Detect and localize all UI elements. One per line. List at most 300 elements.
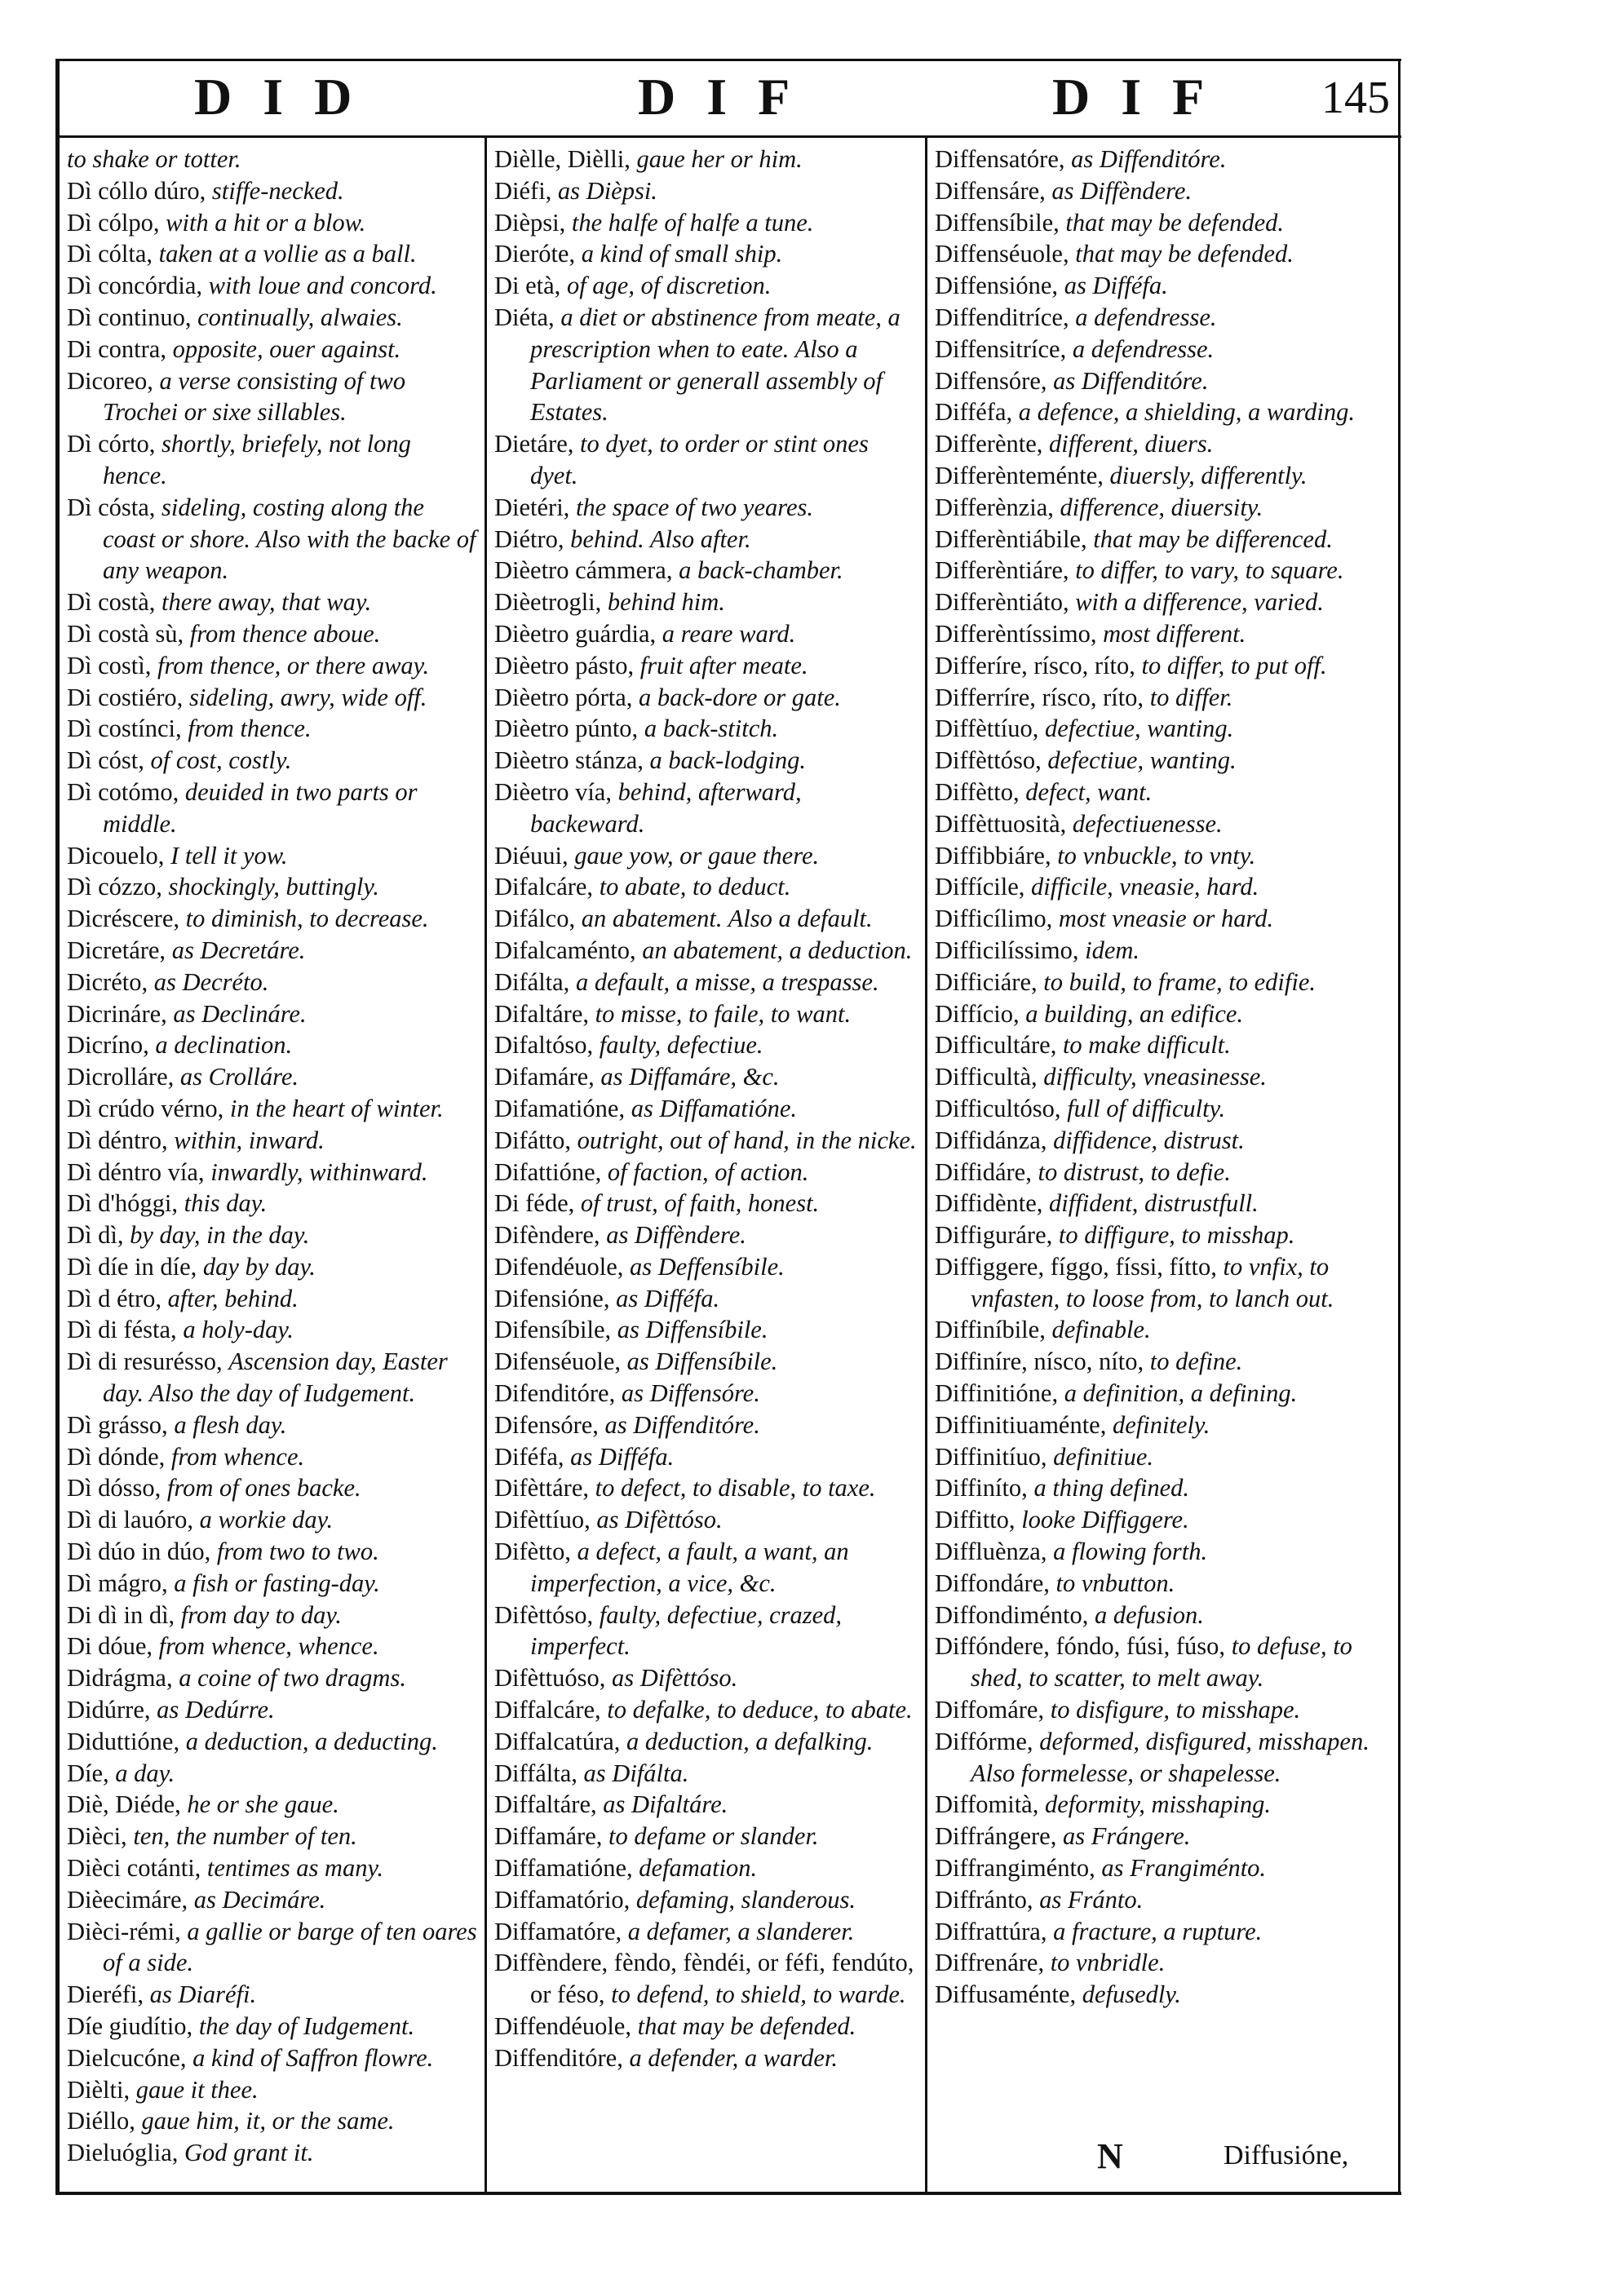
dictionary-entry [67,967,480,998]
dictionary-entry [67,1852,480,1884]
entry-headword: Didúrre, [67,1696,151,1724]
entry-definition: a thing defined. [1033,1474,1190,1502]
dictionary-entry [494,1029,918,1061]
entry-definition: as Difféfa. [1064,272,1168,300]
entry-definition: as Difálta. [583,1759,689,1787]
entry-definition: God grant it. [184,2139,314,2167]
entry-headword: Diffránto, [935,1885,1033,1914]
entry-headword: Dièecimáre, [67,1885,188,1914]
entry-definition: as Diffenditóre. [604,1410,760,1439]
entry-definition: to make difficult. [1062,1031,1231,1060]
entry-headword: Difalcaménto, [494,936,636,964]
dictionary-entry [67,207,480,239]
entry-headword: Diffidáre, [935,1157,1032,1186]
dictionary-entry [494,1219,918,1251]
dictionary-entry [67,1157,480,1188]
entry-definition: a fracture, a rupture. [1053,1917,1263,1945]
entry-definition: to diffigure, to misshap. [1058,1221,1295,1250]
dictionary-entry [935,745,1388,777]
dictionary-entry [494,1916,918,1948]
entry-headword: Dièci-rémi, [67,1917,181,1945]
entry-headword: Differèntiáto, [935,588,1069,617]
entry-definition: of trust, of faith, honest. [580,1189,820,1218]
entry-headword: Difátto, [494,1126,572,1154]
dictionary-entry [494,1188,918,1219]
entry-definition: taken at a vollie as a ball. [158,240,417,268]
dictionary-entry [935,428,1388,460]
dictionary-entry [67,238,480,270]
entry-definition: ten, the number of ten. [133,1822,357,1851]
dictionary-entry [494,1536,918,1600]
entry-definition: stiffe-necked. [211,176,344,205]
entry-definition: as Deffensíbile. [630,1252,785,1281]
dictionary-entry [935,334,1388,365]
entry-headword: Dì cózzo, [67,873,162,901]
dictionary-entry [67,270,480,302]
entry-definition: from two to two. [216,1538,379,1566]
dictionary-entry [935,1125,1388,1157]
entry-definition: as Diaréfi. [149,1980,257,2009]
entry-headword: Difálta, [494,967,570,996]
dictionary-entry [67,1568,480,1600]
frame-left-rule [55,59,60,2192]
entry-headword: Difamáre, [494,1063,595,1091]
entry-definition: to differ. [1149,683,1233,711]
dictionary-entry [67,1504,480,1536]
dictionary-entry [494,1314,918,1346]
entry-headword: Dì cósta, [67,493,156,521]
dictionary-entry [494,175,918,207]
dictionary-entry [67,2074,480,2106]
entry-headword: Diduttióne, [67,1727,180,1755]
entry-headword: Di dóue, [67,1632,153,1661]
dictionary-entry [67,713,480,745]
entry-headword: Differèntíssimo, [935,619,1097,648]
entry-definition: he or she gaue. [187,1790,339,1819]
dictionary-entry [935,1631,1388,1694]
entry-definition: a defender, a warder. [629,2043,839,2072]
entry-headword: Diffensitríce, [935,334,1067,363]
dictionary-entry [494,777,918,840]
entry-definition: a reare ward. [662,619,796,648]
top-rule [55,59,1401,61]
entry-headword: Dì dúo in dúo, [67,1538,211,1566]
entry-definition: most vneasie or hard. [1058,905,1274,933]
dictionary-entry [935,396,1388,428]
entry-headword: Diéllo, [67,2107,135,2135]
dictionary-entry [67,1916,480,1980]
dictionary-entry [494,144,918,175]
entry-definition: a defamer, a slanderer. [627,1917,855,1945]
entry-definition: to vnbuckle, to vnty. [1057,841,1256,870]
dictionary-entry [67,365,480,429]
entry-definition: a building, an edifice. [1025,999,1244,1028]
entry-definition: gaue him, it, or the same. [141,2107,395,2135]
entry-definition: full of difficulty. [1067,1094,1226,1122]
entry-definition: to define. [1149,1347,1243,1376]
entry-definition: as Difèttóso. [596,1506,723,1534]
entry-headword: Dièci, [67,1822,127,1851]
dictionary-entry [494,998,918,1030]
entry-definition: a workie day. [199,1506,334,1534]
entry-definition: this day. [184,1189,268,1218]
entry-headword: Diffitto, [935,1506,1016,1534]
signature-mark: N [1097,2136,1123,2176]
entry-headword: Dì dónde, [67,1442,166,1471]
dictionary-entry [935,524,1388,555]
dictionary-entry [67,1662,480,1694]
entry-headword: Differènte, [935,430,1043,458]
dictionary-entry [67,903,480,935]
entry-headword: Dì d étro, [67,1284,162,1312]
entry-definition: to defuse, to shed, to scatter, to melt away. [971,1632,1352,1693]
dictionary-entry [935,1188,1388,1219]
entry-headword: Diéuui, [494,841,569,870]
entry-headword: Dicréscere, [67,905,179,933]
entry-definition: defaming, slanderous. [635,1885,856,1914]
entry-headword: Diffrenáre, [935,1949,1045,1977]
entry-headword: Diffinitióne, [935,1379,1059,1408]
entry-headword: Difálco, [494,905,576,933]
dictionary-entry [67,1314,480,1346]
dictionary-entry [494,1504,918,1536]
entry-definition: as Difèttóso. [612,1664,738,1693]
entry-headword: Diffálta, [494,1759,577,1787]
entry-headword: Diffinitiuaménte, [935,1410,1107,1439]
entry-definition: a defence, a shielding, a warding. [1018,398,1356,427]
column-rule-1 [485,135,487,2192]
dictionary-entry [67,334,480,365]
dictionary-entry [935,1409,1388,1441]
entry-definition: as Declináre. [173,999,307,1028]
entry-definition: a flowing forth. [1053,1538,1208,1566]
entry-headword: Dieluóglia, [67,2139,179,2167]
entry-definition: after, behind. [167,1284,299,1312]
entry-headword: Dì cólta, [67,240,153,268]
dictionary-entry [494,1125,918,1157]
entry-definition: as Decimáre. [193,1885,326,1914]
dictionary-entry [67,1409,480,1441]
entry-headword: Difficilíssimo, [935,936,1079,964]
entry-definition: day by day. [202,1252,316,1281]
entry-definition: to shake or totter. [67,145,241,173]
bottom-rule [55,2192,1401,2195]
dictionary-entry [67,302,480,334]
entry-definition: deuided in two parts or middle. [103,777,418,838]
entry-definition: to distrust, to defie. [1038,1157,1231,1186]
dictionary-entry [935,492,1388,524]
dictionary-entry [67,2011,480,2042]
entry-definition: a diet or abstinence from meate, a prescription when to eate. Also a Parliament or generall assembly of Estates. [530,303,901,427]
entry-headword: Difficultáre, [935,1031,1057,1060]
entry-definition: sideling, costing along the coast or shore. Also with the backe of any weapon. [103,493,476,585]
entry-definition: within, inward. [174,1126,325,1154]
entry-definition: a deduction, a defalking. [626,1727,874,1755]
entry-headword: Diffiníre, nísco, níto, [935,1347,1144,1376]
entry-definition: to defalke, to deduce, to abate. [607,1696,913,1724]
entry-definition: as Decréto. [153,967,269,996]
dictionary-entry [67,1789,480,1821]
entry-definition: from thence. [188,715,312,743]
entry-definition: as Diffèndere. [606,1221,746,1250]
entry-headword: Diffenditóre, [494,2043,623,2072]
entry-definition: as Decretáre. [171,936,306,964]
entry-headword: Difèttuóso, [494,1664,606,1693]
dictionary-entry [67,745,480,777]
dictionary-entry [494,1758,918,1790]
dictionary-entry [935,1378,1388,1409]
entry-definition: as Crolláre. [179,1063,299,1091]
entry-headword: Difamatióne, [494,1094,626,1122]
dictionary-entry [67,2042,480,2074]
dictionary-entry [935,1346,1388,1378]
entry-headword: Diffusaménte, [935,1980,1077,2009]
dictionary-entry [494,207,918,239]
dictionary-entry [494,1283,918,1315]
dictionary-entry [494,1789,918,1821]
entry-definition: a day. [115,1759,175,1787]
entry-headword: Diffícile, [935,873,1025,901]
dictionary-entry [67,1061,480,1093]
entry-definition: faulty, defectiue, crazed, imperfect. [530,1600,843,1661]
dictionary-entry [67,1441,480,1473]
entry-headword: Difensíbile, [494,1316,612,1344]
entry-definition: Ascension day, Easter day. Also the day of Iudgement. [103,1347,448,1408]
dictionary-entry [494,1441,918,1473]
entry-definition: an abatement. Also a default. [581,905,873,933]
dictionary-entry [935,1821,1388,1852]
entry-definition: from thence aboue. [189,619,381,648]
entry-headword: Dì concórdia, [67,272,202,300]
entry-headword: Differènzia, [935,493,1054,521]
dictionary-entry [935,302,1388,334]
entry-headword: Dièetro púnto, [494,715,639,743]
entry-headword: Diffèttóso, [935,746,1042,775]
entry-headword: Dièci cotánti, [67,1854,201,1883]
entry-headword: Dicrináre, [67,999,167,1028]
entry-definition: there away, that way. [162,588,372,617]
entry-definition: as Diffèndere. [1051,176,1193,205]
dictionary-entry [67,1029,480,1061]
entry-headword: Dì costà, [67,588,156,617]
entry-definition: the day of Iudgement. [198,2012,415,2041]
dictionary-entry [494,586,918,618]
entry-definition: from thence, or there away. [157,651,430,679]
dictionary-entry [494,1726,918,1758]
dictionary-entry [67,428,480,492]
dictionary-entry [494,1947,918,2011]
entry-headword: Dì continuo, [67,303,192,331]
dictionary-entry [67,618,480,650]
entry-headword: Dì cóst, [67,746,151,775]
entry-definition: tentimes as many. [206,1854,383,1883]
entry-headword: Diffiguráre, [935,1221,1053,1250]
entry-headword: Di contra, [67,334,166,363]
entry-definition: difference, diuersity. [1060,493,1263,521]
entry-definition: definitely. [1112,1410,1210,1439]
entry-headword: Difensóre, [494,1410,599,1439]
entry-headword: Dieróte, [494,240,576,268]
entry-headword: Dicoreo, [67,366,153,395]
entry-definition: gaue her or him. [636,145,803,173]
dictionary-entry [494,2011,918,2042]
entry-definition: as Diffamáre, &c. [600,1063,780,1091]
dictionary-entry [935,365,1388,397]
entry-definition: that may be differenced. [1093,524,1333,553]
entry-definition: to differ, to vary, to square. [1075,556,1344,585]
dictionary-entry [67,1283,480,1315]
entry-headword: Dì costà sù, [67,619,184,648]
entry-definition: from whence. [170,1442,305,1471]
dictionary-entry [935,270,1388,302]
entry-definition: as Diffensíbile. [617,1316,768,1344]
entry-definition: to build, to frame, to edifie. [1043,967,1316,996]
entry-headword: Dicouelo, [67,841,165,870]
dictionary-entry [935,1916,1388,1948]
entry-headword: Diffalcáre, [494,1696,601,1724]
entry-definition: behind. Also after. [570,524,751,553]
dictionary-entry [935,935,1388,967]
entry-headword: Diffensíbile, [935,208,1060,237]
entry-definition: as Diffensóre. [621,1379,760,1408]
entry-definition: a verse consisting of two Trochei or sixe sillables. [103,366,406,427]
dictionary-entry [494,713,918,745]
entry-headword: Diffrattúra, [935,1917,1047,1945]
entry-headword: Dicrolláre, [67,1063,175,1091]
dictionary-entry [67,1821,480,1852]
entry-definition: definable. [1051,1316,1151,1344]
entry-headword: Dì cólpo, [67,208,160,237]
entry-definition: as Difféfa. [570,1442,675,1471]
entry-headword: Diffensáre, [935,176,1046,205]
entry-headword: Difattióne, [494,1157,602,1186]
running-head-col2: DIF [638,68,821,126]
entry-definition: the space of two yeares. [575,493,814,521]
entry-definition: idem. [1085,936,1140,964]
dictionary-entry [494,1093,918,1125]
dictionary-entry [935,175,1388,207]
dictionary-entry [935,998,1388,1030]
dictionary-entry [935,871,1388,903]
entry-headword: Diéta, [494,303,555,331]
dictionary-entry [67,840,480,872]
entry-headword: Diétro, [494,524,564,553]
entry-definition: behind, afterward, backeward. [530,777,802,838]
dictionary-entry [494,1884,918,1916]
entry-definition: from of ones backe. [166,1474,361,1502]
entry-definition: defectiuenesse. [1072,809,1223,838]
entry-headword: Díe giudítio, [67,2012,193,2041]
entry-headword: Diffiggere, fíggo, físsi, fítto, [935,1252,1217,1281]
entry-headword: Difenséuole, [494,1347,621,1376]
entry-headword: Diffóndere, fóndo, fúsi, fúso, [935,1632,1226,1661]
entry-definition: as Dièpsi. [557,176,657,205]
entry-definition: a back-chamber. [679,556,843,585]
entry-headword: Diffinitíuo, [935,1442,1047,1471]
entry-headword: Dì di resurésso, [67,1347,223,1376]
entry-definition: a back-dore or gate. [639,683,841,711]
entry-definition: a defendresse. [1072,334,1215,363]
entry-headword: Dietéri, [494,493,570,521]
dictionary-column-2 [494,144,918,2074]
entry-definition: diuersly, differently. [1109,461,1308,489]
entry-headword: Dì d'hóggi, [67,1189,178,1218]
entry-definition: a fish or fasting-day. [174,1569,380,1597]
dictionary-entry [935,586,1388,618]
entry-headword: Diffèndere, fèndo, fèndéi, or féfi, fendúto, or féso, [494,1949,914,2009]
dictionary-entry [67,1093,480,1125]
entry-headword: Diffiníbile, [935,1316,1046,1344]
dictionary-entry [67,682,480,714]
entry-definition: from day to day. [180,1600,342,1629]
dictionary-entry [935,1029,1388,1061]
entry-headword: Dièetro vía, [494,777,612,806]
dictionary-column-3 [935,144,1388,2011]
entry-headword: Diffenditríce, [935,303,1069,331]
entry-headword: Diffomáre, [935,1696,1045,1724]
entry-headword: Diè, Diéde, [67,1790,181,1819]
entry-definition: from whence, whence. [158,1632,379,1661]
entry-definition: a kind of small ship. [581,240,783,268]
entry-headword: Difenditóre, [494,1379,616,1408]
entry-headword: Dièetro stánza, [494,746,644,775]
entry-headword: Dièetrogli, [494,588,602,617]
entry-definition: outright, out of hand, in the nicke. [577,1126,917,1154]
entry-headword: Dièetro cámmera, [494,556,673,585]
entry-definition: to misse, to faile, to want. [595,999,852,1028]
dictionary-entry [935,903,1388,935]
dictionary-entry [67,2137,480,2169]
entry-definition: behind him. [607,588,725,617]
entry-definition: difficulty, vneasinesse. [1043,1063,1267,1091]
entry-definition: to diminish, to decrease. [185,905,429,933]
dictionary-entry [935,1789,1388,1821]
dictionary-entry [494,745,918,777]
entry-definition: a declination. [155,1031,293,1060]
entry-headword: Diffensióne, [935,272,1059,300]
dictionary-entry [67,1884,480,1916]
entry-definition: as Difaltáre. [603,1790,728,1819]
dictionary-entry [67,871,480,903]
entry-headword: Diffondiménto, [935,1600,1089,1629]
entry-headword: Dieréfi, [67,1980,144,2009]
entry-definition: opposite, ouer against. [172,334,401,363]
dictionary-entry [67,492,480,586]
dictionary-entry [494,682,918,714]
entry-definition: most different. [1103,619,1246,648]
dictionary-entry [494,1662,918,1694]
entry-headword: Diffidánza, [935,1126,1047,1154]
entry-definition: to disfigure, to misshape. [1050,1696,1301,1724]
entry-headword: Dièlle, Dièlli, [494,145,631,173]
entry-definition: that may be defended. [1065,208,1285,237]
entry-headword: Diffensóre, [935,366,1047,395]
dictionary-entry [494,903,918,935]
entry-headword: Dicretáre, [67,936,166,964]
dictionary-entry [67,1979,480,2011]
entry-headword: Diféfa, [494,1442,564,1471]
dictionary-entry [494,1251,918,1283]
entry-headword: Dièlti, [67,2075,131,2104]
entry-definition: of faction, of action. [607,1157,809,1186]
dictionary-entry [494,1821,918,1852]
dictionary-entry [935,144,1388,175]
dictionary-entry [67,1536,480,1568]
dictionary-entry [67,1758,480,1790]
dictionary-entry [935,713,1388,745]
entry-definition: defectiue, wanting. [1044,715,1234,743]
dictionary-column-1 [67,144,480,2169]
